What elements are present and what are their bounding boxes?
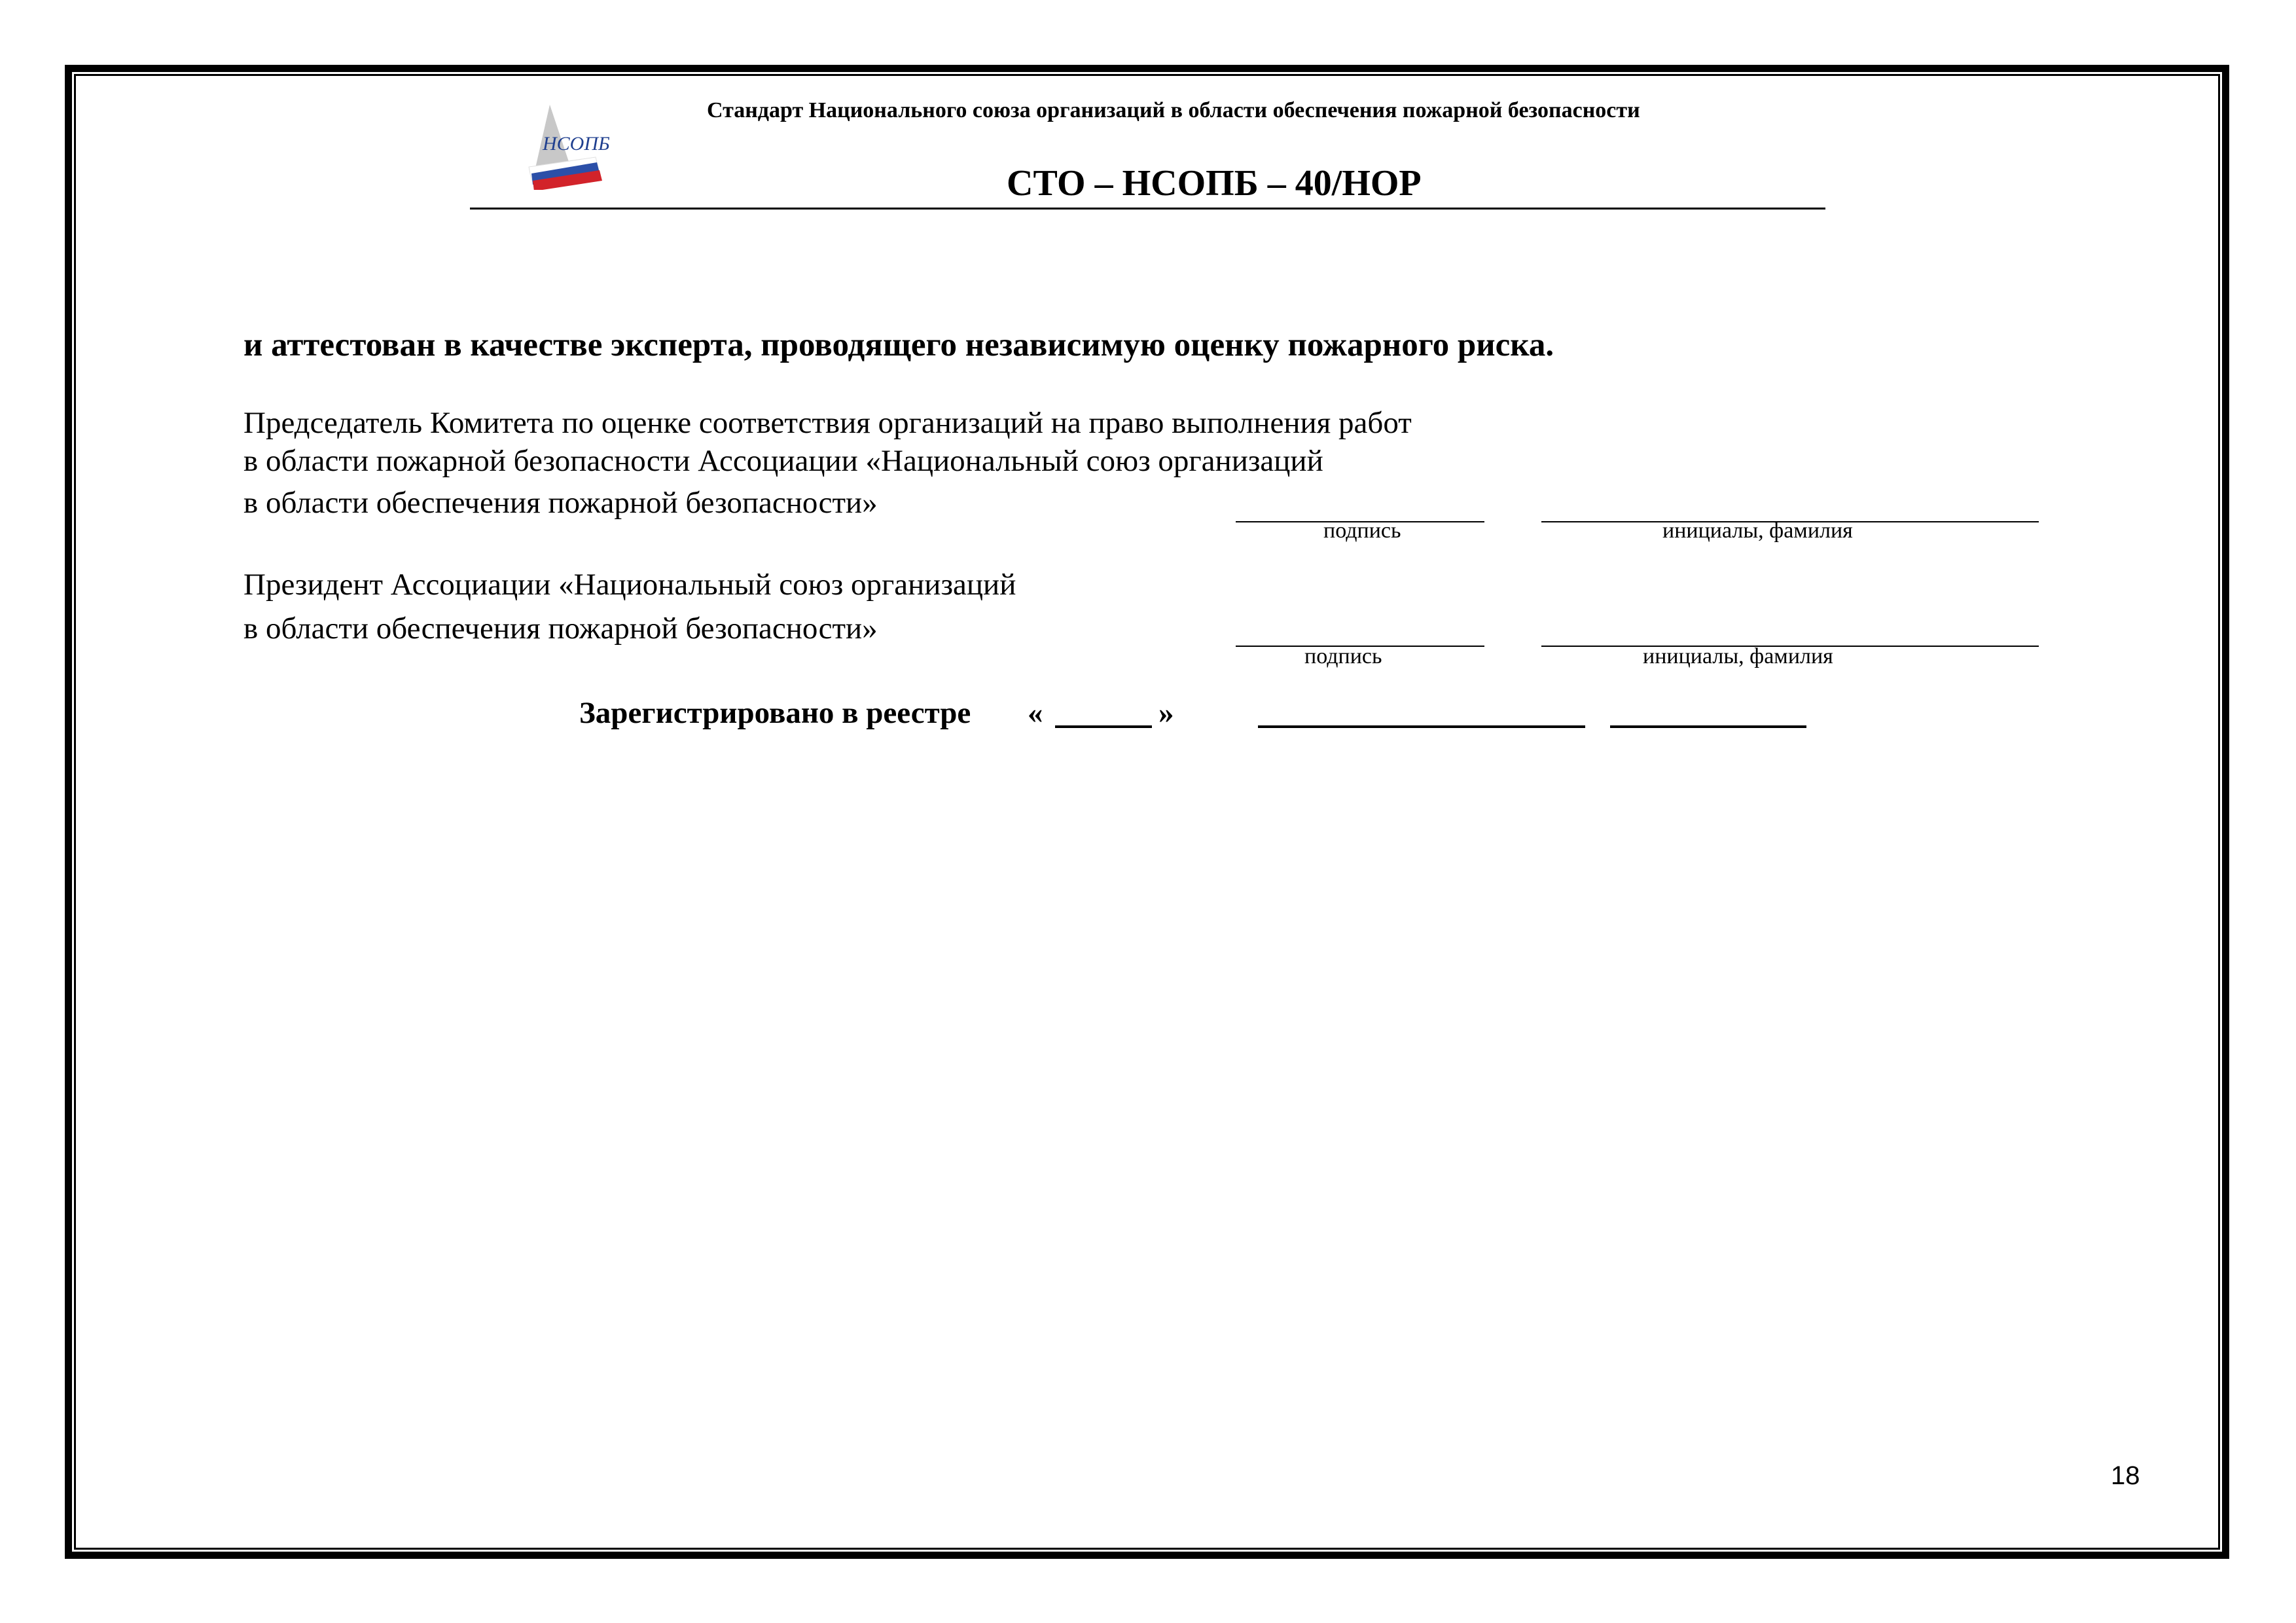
registry-label: Зарегистрировано в реестре [579,696,971,730]
registry-open-quote: « [1028,696,1043,730]
chairman-line-1: Председатель Комитета по оценке соответствия организаций на право выполнения работ [243,406,1412,440]
logo-text: НСОПБ [543,133,610,155]
lead-line: и аттестован в качестве эксперта, проводящего независимую оценку пожарного риска. [243,327,1554,363]
president-signature-caption: подпись [1304,644,1382,668]
document-code: СТО – НСОПБ – 40/НОР [1007,163,1422,204]
registry-month-blank [1258,725,1585,728]
chairman-line-2: в области пожарной безопасности Ассоциации «Национальный союз организаций [243,444,1323,478]
chairman-line-3: в области обеспечения пожарной безопасности» [243,486,878,520]
president-name-caption: инициалы, фамилия [1643,644,1833,668]
registry-number-blank [1610,725,1806,728]
chairman-name-caption: инициалы, фамилия [1662,519,1853,543]
registry-close-quote: » [1158,696,1174,730]
header-organization: Стандарт Национального союза организаций в области обеспечения пожарной безопасности [707,98,1640,122]
registry-day-blank [1055,725,1152,728]
header-rule [470,208,1825,210]
president-line-1: Президент Ассоциации «Национальный союз организаций [243,568,1016,602]
president-line-2: в области обеспечения пожарной безопасности» [243,611,878,646]
page-border-inner [74,74,2220,1550]
page-number: 18 [2111,1461,2140,1490]
chairman-signature-caption: подпись [1323,519,1401,543]
